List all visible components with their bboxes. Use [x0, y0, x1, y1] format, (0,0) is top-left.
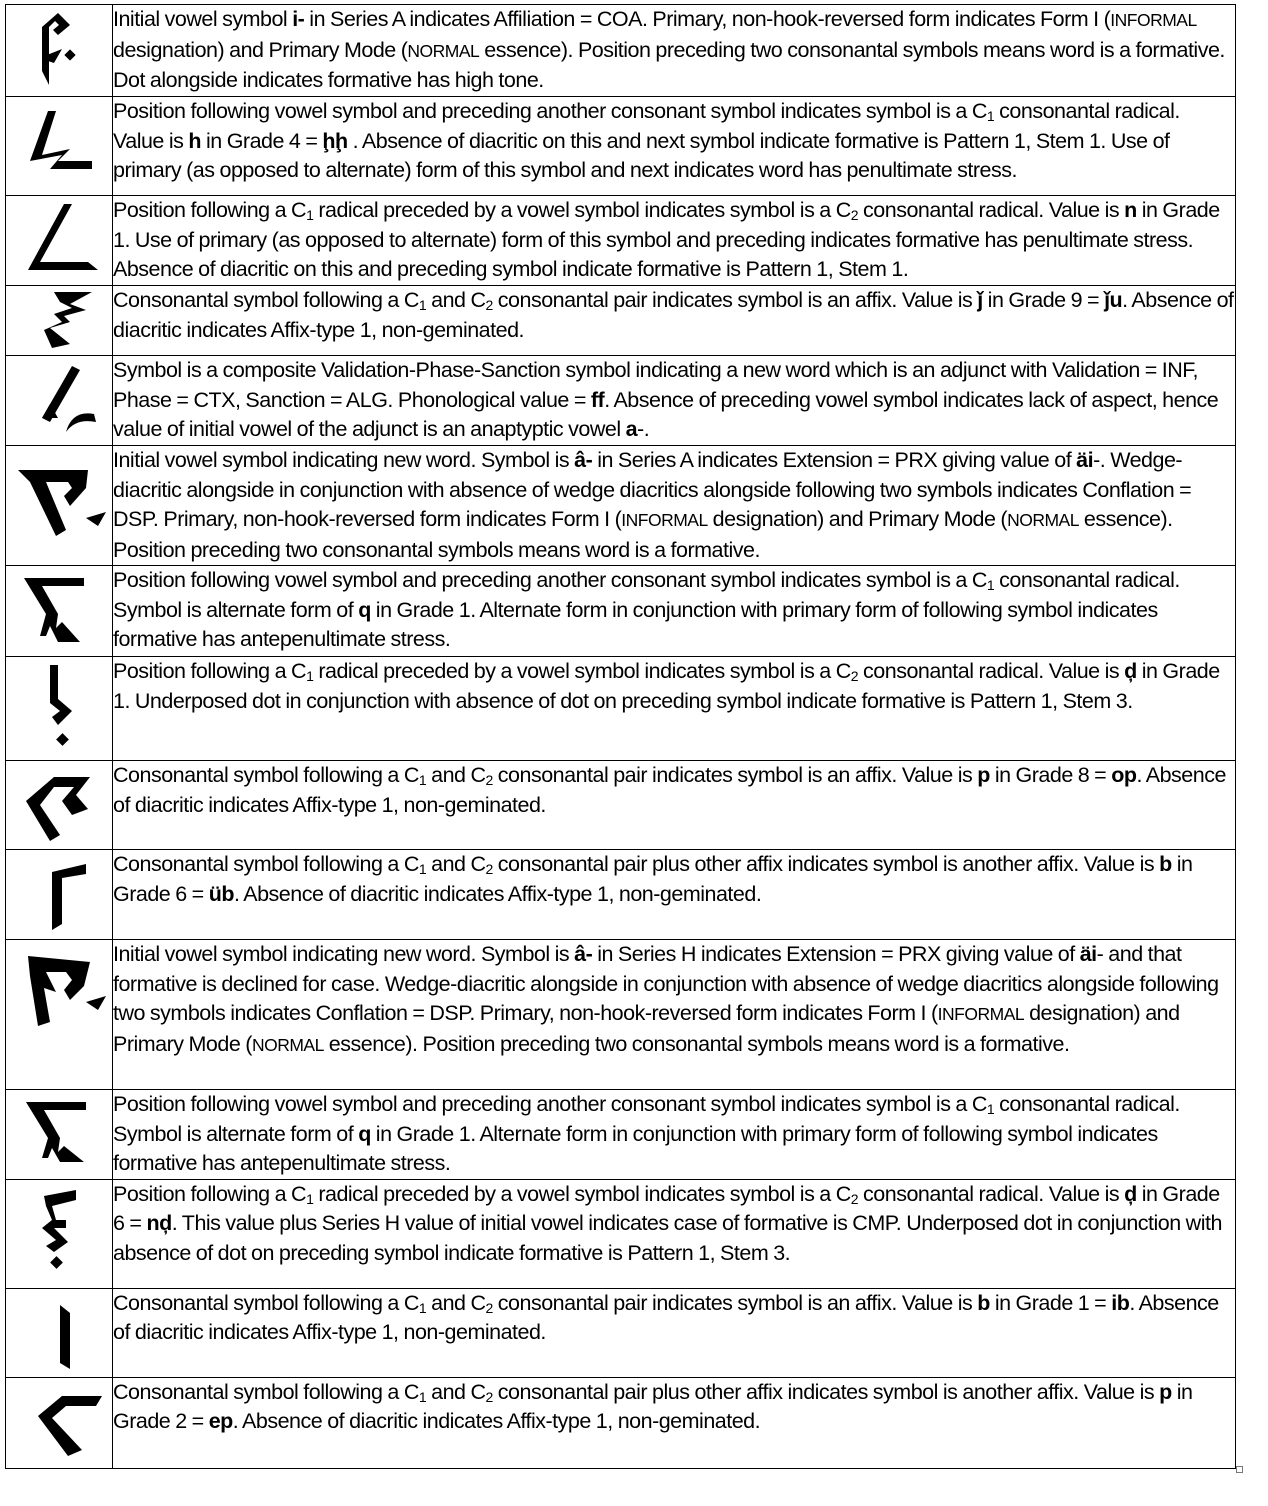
glyph-cell	[6, 1377, 113, 1468]
symbol-15-icon	[6, 1378, 112, 1467]
description-text: 1	[418, 861, 427, 877]
description-text: q	[358, 1121, 371, 1146]
glyph-cell	[6, 940, 113, 1090]
description-text: in Grade 8 =	[989, 763, 1112, 787]
description-text: consonantal radical. Symbol is alternate form of	[113, 1092, 1180, 1146]
description-text: 1	[306, 668, 314, 684]
table-row	[6, 657, 1236, 761]
description-text: Position following a C	[113, 1181, 307, 1206]
resize-handle[interactable]	[1236, 1466, 1243, 1473]
description-text: . Absence of diacritic indicates Affix-type 1, non-geminated.	[113, 763, 1226, 817]
table-row	[6, 566, 1236, 657]
description-cell	[113, 286, 1236, 356]
description-cell	[113, 657, 1236, 761]
description-text: radical preceded by a vowel symbol indicates symbol is a C	[313, 659, 851, 683]
description-text: in Series A indicates Affiliation = COA. Primary, non-hook-reversed form indicates Form I (	[304, 7, 1111, 31]
symbol-4-icon	[6, 286, 112, 354]
description-cell	[113, 566, 1236, 657]
table-row	[6, 286, 1236, 356]
glyph-cell	[6, 657, 113, 761]
description-text: nḑ	[146, 1211, 172, 1235]
table-row	[6, 356, 1236, 446]
table-row	[6, 446, 1236, 566]
glyph-cell	[6, 1179, 113, 1288]
glyph-cell	[6, 566, 113, 657]
description-cell	[113, 761, 1236, 850]
description-text: Symbol is a composite Validation-Phase-Sanction symbol indicating a new word which is an adjunct with Validation = INF, Phase = CTX, Sanction = ALG. Phonological value =	[113, 358, 1199, 412]
description-text: - and that formative is declined for case. Wedge-diacritic alongside in conjunction with absence of wedge diacritics alongside following two symbols indicates Conflation = DSP. Primary, non-hook-reversed form indicates Form I (	[113, 942, 1219, 1025]
description-text: consonantal pair indicates symbol is an affix. Value is	[492, 1290, 978, 1315]
description-text: in Grade 6 =	[113, 1181, 1220, 1235]
description-text: ḑ	[1124, 1181, 1137, 1206]
symbol-12-icon	[6, 1090, 112, 1177]
description-text: essence). Position preceding two consonantal symbols means word is a formative. Dot alongside indicates formative has high tone.	[113, 37, 1225, 92]
description-text: Initial vowel symbol indicating new word. Symbol is	[113, 942, 575, 966]
symbol-1-icon	[6, 5, 112, 95]
description-text: in Series A indicates Extension = PRX giving value of	[592, 448, 1077, 472]
symbol-11-icon	[6, 940, 112, 1088]
description-text: 1	[418, 772, 427, 788]
symbol-5-icon	[6, 356, 112, 444]
table-row	[6, 1288, 1236, 1377]
glyph-cell	[6, 1288, 113, 1377]
symbol-13-icon	[6, 1180, 112, 1287]
description-cell	[113, 1179, 1236, 1288]
description-text: in Grade 1. Use of primary (as opposed to alternate) form of this symbol and preceding indicates formative has penultimate stress. Absence of diacritic on this and preceding symbol indicate formative is Pattern 1, Stem 1.	[113, 198, 1220, 281]
description-text: in Grade 1. Underposed dot in conjunction with absence of dot on preceding symbol indicate formative is Pattern 1, Stem 3.	[113, 659, 1220, 713]
description-text: p	[1159, 1379, 1172, 1404]
description-text: consonantal pair plus other affix indicates symbol is another affix. Value is	[492, 1379, 1160, 1404]
description-text: in Grade 9 =	[982, 288, 1105, 312]
description-cell	[113, 446, 1236, 566]
symbol-10-icon	[6, 850, 112, 938]
description-text: n	[1124, 198, 1137, 222]
description-text: ep	[208, 1409, 233, 1433]
description-text: Consonantal symbol following a C	[113, 763, 419, 787]
description-cell	[113, 356, 1236, 446]
description-text: Position following a C	[113, 659, 307, 683]
description-text: consonantal radical. Value is	[113, 99, 1180, 153]
description-text: . Absence of diacritic indicates Affix-type 1, non-geminated.	[232, 1409, 761, 1433]
description-text: consonantal pair plus other affix indicates symbol is another affix. Value is	[492, 852, 1160, 876]
description-text: p	[977, 763, 990, 787]
description-cell	[113, 1377, 1236, 1468]
description-text: consonantal radical. Symbol is alternate form of	[113, 568, 1180, 622]
description-text: h	[188, 128, 202, 153]
description-text: 1	[986, 1101, 995, 1117]
glyph-cell	[6, 761, 113, 850]
description-text: INFORMAL	[1110, 10, 1197, 30]
description-text: essence). Position preceding two consonantal symbols means word is a formative.	[113, 507, 1173, 562]
description-text: . Absence of diacritic indicates Affix-type 1, non-geminated.	[113, 288, 1234, 342]
table-row	[6, 1090, 1236, 1180]
symbol-14-icon	[6, 1289, 112, 1376]
glyph-cell	[6, 1090, 113, 1180]
description-text: NORMAL	[251, 1034, 324, 1055]
symbol-3-icon	[6, 196, 112, 284]
description-text: in Grade 6 =	[113, 852, 1193, 906]
description-text: äi	[1079, 942, 1097, 966]
description-text: 2	[485, 861, 493, 877]
description-text: 2	[850, 668, 859, 684]
description-cell	[113, 97, 1236, 196]
description-text: in Grade 1. Alternate form in conjunction with primary form of following symbol indicates formative has antepenultimate stress.	[113, 1121, 1158, 1175]
description-text: 2	[485, 1388, 493, 1405]
table-row	[6, 761, 1236, 850]
description-text: â-	[574, 942, 593, 966]
description-cell	[113, 5, 1236, 97]
description-text: ḑ	[1124, 659, 1137, 683]
table-row	[6, 1377, 1236, 1468]
description-text: 2	[850, 207, 859, 223]
description-text: consonantal pair indicates symbol is an affix. Value is	[492, 288, 978, 312]
description-text: INFORMAL	[937, 1004, 1025, 1024]
table-row	[6, 196, 1236, 286]
description-text: 1	[306, 207, 314, 223]
description-text: Position following vowel symbol and preceding another consonant symbol indicates symbol is a C	[113, 99, 987, 123]
description-text: . Absence of diacritic indicates Affix-type 1, non-geminated.	[113, 1290, 1219, 1344]
description-text: and C	[426, 288, 486, 312]
description-text: . Absence of diacritic indicates Affix-type 1, non-geminated.	[233, 881, 762, 906]
description-text: NORMAL	[1007, 510, 1079, 530]
glyph-cell	[6, 356, 113, 446]
symbol-7-icon	[6, 566, 112, 655]
description-text: ǰ	[977, 288, 983, 312]
description-text: consonantal radical. Value is	[858, 659, 1125, 683]
description-text: 2	[485, 297, 493, 313]
description-text: 1	[986, 577, 995, 593]
glyph-cell	[6, 5, 113, 97]
table-row	[6, 1179, 1236, 1288]
description-text: radical preceded by a vowel symbol indicates symbol is a C	[313, 198, 851, 222]
description-text: in Grade 4 =	[201, 128, 323, 153]
description-text: and C	[426, 1379, 486, 1404]
description-text: -.	[637, 417, 650, 441]
description-text: consonantal radical. Value is	[858, 198, 1125, 222]
description-text: and C	[426, 763, 486, 787]
description-text: in Grade 1 =	[989, 1290, 1112, 1315]
description-text: â-	[574, 448, 593, 472]
description-text: INFORMAL	[621, 510, 708, 530]
glyph-cell	[6, 97, 113, 196]
description-text: consonantal pair indicates symbol is an affix. Value is	[492, 763, 978, 787]
description-text: in Grade 2 =	[113, 1379, 1193, 1433]
description-text: Initial vowel symbol	[113, 7, 293, 31]
description-text: q	[358, 597, 371, 622]
description-text: . This value plus Series H value of initial vowel indicates case of formative is CMP. Underposed dot in conjunction with absence of dot on preceding symbol indicate formative is Pattern 1, Stem 3.	[113, 1211, 1222, 1265]
description-text: in Series H indicates Extension = PRX giving value of	[592, 942, 1080, 966]
description-text: designation) and Primary Mode (	[707, 507, 1008, 531]
description-text: Consonantal symbol following a C	[113, 1379, 419, 1404]
description-text: 1	[306, 1190, 314, 1207]
description-text: essence). Position preceding two consonantal symbols means word is a formative.	[323, 1031, 1070, 1056]
description-text: designation) and Primary Mode (	[113, 37, 408, 62]
description-text: 1	[418, 1388, 427, 1405]
glyph-cell	[6, 446, 113, 566]
description-text: ff	[590, 387, 605, 412]
description-text: . Absence of diacritic on this and next symbol indicate formative is Pattern 1, Stem 1. Use of primary (as opposed to alternate) form of this symbol and next indicates word has penultimate stress.	[113, 128, 1170, 182]
description-text: äi	[1076, 448, 1094, 472]
glyph-cell	[6, 850, 113, 940]
description-text: designation) and Primary Mode (	[113, 1001, 1180, 1056]
description-cell	[113, 1288, 1236, 1377]
description-text: Consonantal symbol following a C	[113, 852, 419, 876]
symbol-6-icon	[6, 446, 112, 563]
description-text: ib	[1111, 1290, 1130, 1315]
description-text: -. Wedge-diacritic alongside in conjunction with absence of wedge diacritics alongside following two symbols indicates Conflation = DSP. Primary, non-hook-reversed form indicates Form I (	[113, 448, 1192, 531]
description-text: i-	[292, 7, 305, 31]
symbol-9-icon	[6, 761, 112, 848]
description-text: üb	[208, 881, 234, 906]
description-text: Position following vowel symbol and preceding another consonant symbol indicates symbol is a C	[113, 568, 987, 592]
description-text: b	[1159, 852, 1172, 876]
glyph-cell	[6, 196, 113, 286]
description-text: 1	[986, 108, 995, 124]
description-text: Position following vowel symbol and preceding another consonant symbol indicates symbol is a C	[113, 1092, 987, 1116]
description-text: op	[1111, 763, 1137, 787]
gloss-table-body	[6, 5, 1236, 1469]
glyph-gloss-table	[5, 4, 1236, 1469]
description-text: . Absence of preceding vowel symbol indicates lack of aspect, hence value of initial vowel of the adjunct is an anaptyptic vowel	[113, 387, 1219, 441]
description-text: 2	[485, 1299, 493, 1316]
description-cell	[113, 196, 1236, 286]
description-text: Consonantal symbol following a C	[113, 288, 419, 312]
description-text: a	[625, 417, 638, 441]
description-text: 2	[850, 1190, 859, 1207]
description-text: and C	[426, 852, 486, 876]
table-row	[6, 940, 1236, 1090]
description-text: radical preceded by a vowel symbol indicates symbol is a C	[313, 1181, 851, 1206]
description-text: 2	[485, 772, 493, 788]
table-row	[6, 850, 1236, 940]
description-text: ǰu	[1104, 288, 1123, 312]
description-text: and C	[426, 1290, 486, 1315]
table-row	[6, 97, 1236, 196]
table-row	[6, 5, 1236, 97]
description-text: b	[977, 1290, 990, 1315]
description-cell	[113, 850, 1236, 940]
description-text: Position following a C	[113, 198, 307, 222]
symbol-8-icon	[6, 657, 112, 759]
description-text: in Grade 1. Alternate form in conjunction with primary form of following symbol indicates formative has antepenultimate stress.	[113, 597, 1158, 651]
description-text: 1	[418, 297, 427, 313]
description-text: Consonantal symbol following a C	[113, 1290, 419, 1315]
description-text: 1	[418, 1299, 427, 1316]
description-text: NORMAL	[407, 40, 480, 61]
description-cell	[113, 940, 1236, 1090]
glyph-cell	[6, 286, 113, 356]
description-cell	[113, 1090, 1236, 1180]
description-text: consonantal radical. Value is	[858, 1181, 1125, 1206]
description-text: Initial vowel symbol indicating new word. Symbol is	[113, 448, 575, 472]
symbol-2-icon	[6, 97, 112, 194]
description-text: ḩḩ	[322, 128, 348, 153]
